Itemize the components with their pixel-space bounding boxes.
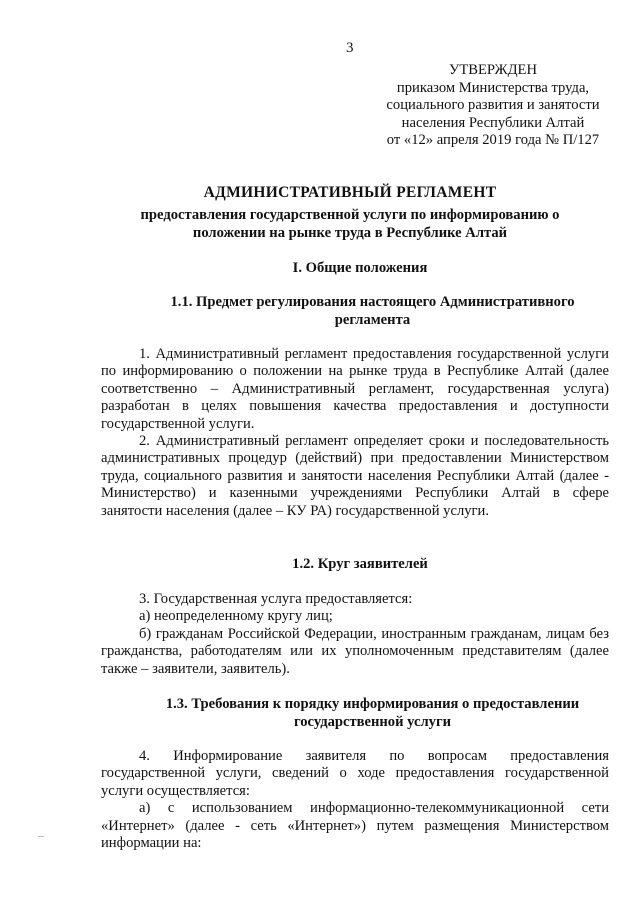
- approval-line: приказом Министерства труда,: [396, 79, 590, 96]
- paragraph-block: [101, 748, 609, 852]
- section-heading: I. Общие положения: [292, 260, 428, 276]
- approval-date-line: от «12» апреля 2019 года № П/127: [386, 132, 600, 148]
- document-subtitle: предоставления государственной услуги по информированию о положении на рынке труда в Республике Алтай: [140, 207, 560, 241]
- approval-heading: УТВЕРЖДЕН: [449, 62, 537, 78]
- document-title: [110, 184, 590, 242]
- page-number: 3: [346, 40, 354, 56]
- approval-line: населения Республики Алтай: [401, 114, 585, 131]
- approval-line: социального развития и занятости: [386, 97, 600, 113]
- document-title-main: АДМИНИСТРАТИВНЫЙ РЕГЛАМЕНТ: [203, 184, 497, 201]
- paragraph: 4. Информирование заявителя по вопросам предоставления государственной услуги, сведений о ходе предоставления государственной услуги осуществляется:: [101, 748, 609, 799]
- subsection-heading: 1.1. Предмет регулирования настоящего Административного регламента: [170, 294, 575, 328]
- paragraph-block: [101, 591, 609, 678]
- scan-edge-mark: [38, 836, 44, 837]
- subsection-heading: 1.3. Требования к порядку информирования о предоставлении государственной услуги: [165, 696, 580, 730]
- subsection-heading: 1.2. Круг заявителей: [292, 556, 428, 572]
- list-item: б) гражданам Российской Федерации, иностранным гражданам, лицам без гражданства, работодателям или их уполномоченным представителям (далее также – заявители, заявитель).: [101, 625, 609, 677]
- list-item: а) неопределенному кругу лиц;: [139, 608, 333, 625]
- paragraph: 3. Государственная услуга предоставляется:: [139, 591, 413, 607]
- paragraph: 2. Административный регламент определяет сроки и последовательность административных процедур (действий) при предоставлении Министерством труда, социального развития и занятости населения Республики Алтай (далее - Министерство) и казенными учреждениями Республики Алтай в сфере занятости населения (далее – КУ РА) государственной услуги.: [101, 433, 609, 519]
- approval-stamp: [368, 62, 618, 150]
- list-item: а) с использованием информационно-телекоммуникационной сети «Интернет» (далее - сеть «Интернет») путем размещения Министерством информации на:: [101, 800, 609, 852]
- paragraph-block: [101, 346, 609, 520]
- paragraph: 1. Административный регламент предоставления государственной услуги по информированию о положении на рынке труда в Республике Алтай (далее соответственно – Административный регламент, государственная услуга) разработан в целях повышения качества предоставления и доступности государственной услуги.: [101, 346, 609, 432]
